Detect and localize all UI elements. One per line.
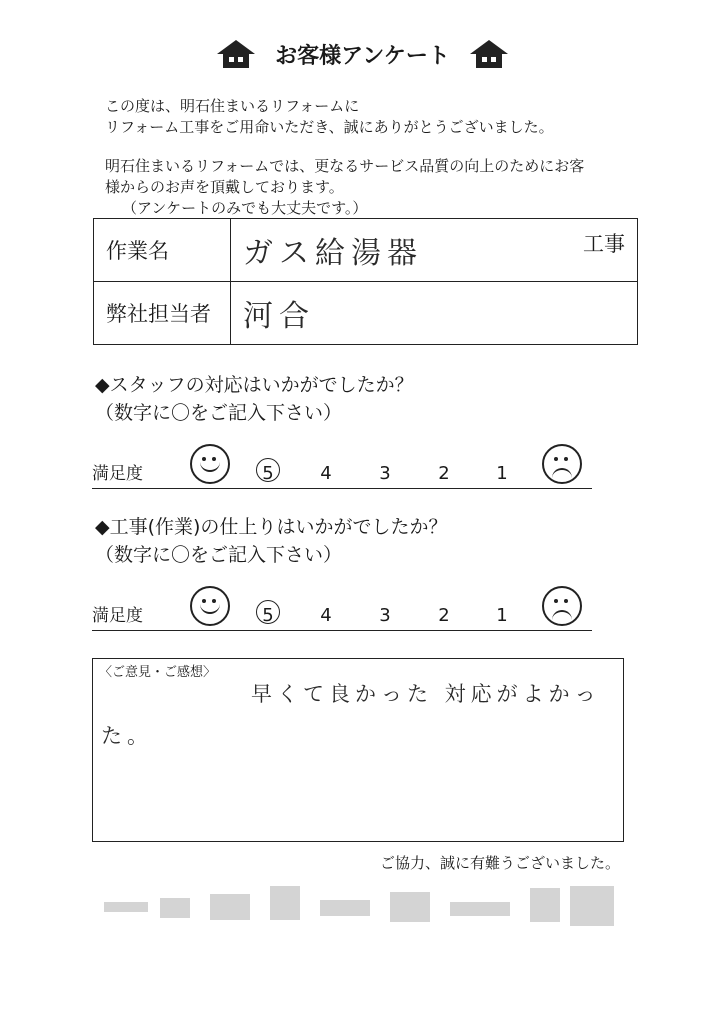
q1-option-2[interactable]: 2 <box>438 463 450 484</box>
work-suffix: 工事 <box>583 232 625 256</box>
house-icon <box>215 38 257 76</box>
comment-box[interactable] <box>92 658 624 842</box>
q2-option-2[interactable]: 2 <box>438 605 450 626</box>
decorative-strip <box>100 882 620 932</box>
q2-option-3[interactable]: 3 <box>379 605 391 626</box>
q2-rating <box>92 590 592 631</box>
q2-option-4[interactable]: 4 <box>320 605 332 626</box>
q1-rating <box>92 448 592 489</box>
intro-line: この度は、明石住まいるリフォームに <box>105 97 360 115</box>
thanks-message: ご協力、誠に有難うございました。 <box>379 854 620 872</box>
q1-option-1[interactable]: 1 <box>496 463 508 484</box>
q1-option-4[interactable]: 4 <box>320 463 332 484</box>
q1-option-5[interactable]: 5 <box>262 463 274 484</box>
q2-title: ◆工事(作業)の仕上りはいかがでしたか？ <box>95 516 448 538</box>
intro-line: 明石住まいるリフォームでは、更なるサービス品質の向上のためにお客 <box>105 157 585 175</box>
sad-face-icon <box>542 444 582 484</box>
intro-note: （アンケートのみでも大丈夫です。） <box>122 199 368 217</box>
work-value: ガス給湯器 <box>243 236 423 271</box>
q2-label: 満足度 <box>92 606 143 626</box>
q1-title: ◆スタッフの対応はいかがでしたか？ <box>95 374 414 396</box>
title-text: お客様アンケート <box>275 44 450 69</box>
staff-value: 河合 <box>243 299 315 334</box>
work-label: 作業名 <box>94 219 231 282</box>
staff-cell[interactable] <box>231 282 638 345</box>
q1-option-3[interactable]: 3 <box>379 463 391 484</box>
comment-label: 〈ご意見・ご感想〉 <box>99 665 217 680</box>
comment-text: 早くて良かった 対応がよかった。 <box>101 682 601 748</box>
q1-label: 満足度 <box>92 464 143 484</box>
work-row <box>94 219 638 282</box>
info-table <box>93 218 638 345</box>
happy-face-icon <box>190 444 230 484</box>
staff-row <box>94 282 638 345</box>
staff-label: 弊社担当者 <box>94 282 231 345</box>
q1-instruction: （数字に〇をご記入下さい） <box>95 402 343 424</box>
work-cell[interactable] <box>231 219 638 282</box>
q2-option-1[interactable]: 1 <box>496 605 508 626</box>
intro-line: リフォーム工事をご用命いただき、誠にありがとうございました。 <box>105 118 554 136</box>
q2-option-5[interactable]: 5 <box>262 605 274 626</box>
happy-face-icon <box>190 586 230 626</box>
house-icon <box>468 38 510 76</box>
sad-face-icon <box>542 586 582 626</box>
intro-line: 様からのお声を頂戴しております。 <box>105 178 344 196</box>
page-title <box>0 38 725 76</box>
q2-instruction: （数字に〇をご記入下さい） <box>95 544 343 566</box>
